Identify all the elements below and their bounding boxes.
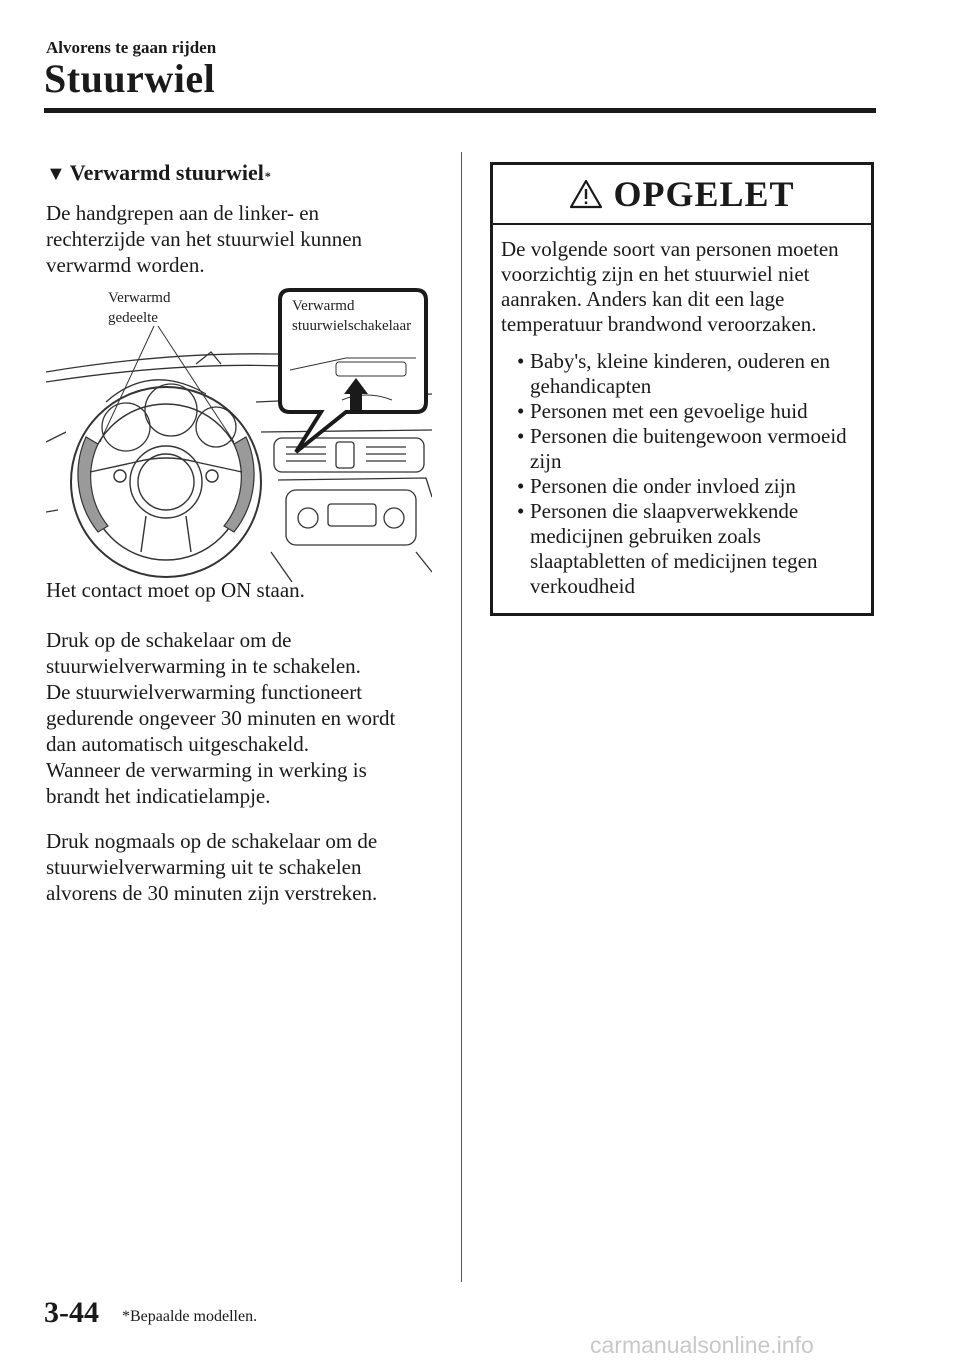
text-line: stuurwielverwarming uit te schakelen [46, 855, 362, 879]
label-line: gedeelte [108, 310, 158, 326]
section-heading [46, 160, 271, 186]
breadcrumb: Alvorens te gaan rijden [46, 38, 217, 57]
list-item [501, 349, 863, 399]
text-line: aanraken. Anders kan dit een lage [501, 287, 785, 311]
text-line: De handgrepen aan de linker- en [46, 201, 320, 225]
text-line: temperatuur brandwond veroorzaken. [501, 312, 817, 336]
text-line: stuurwielverwarming in te schakelen. [46, 654, 361, 678]
text-line: verkoudheid [530, 574, 635, 598]
text-line: Personen die buitengewoon vermoeid [530, 424, 847, 448]
bullet: • [517, 474, 525, 498]
text-line: verwarmd worden. [46, 253, 205, 277]
watermark: carmanualsonline.info [590, 1332, 814, 1358]
text-line: Personen die slaapverwekkende [530, 499, 799, 523]
footnote: *Bepaalde modellen. [122, 1308, 258, 1325]
page-number: 3-44 [44, 1296, 99, 1329]
caution-text [501, 237, 863, 337]
intro-paragraph [46, 200, 446, 278]
text-line: Personen met een gevoelige huid [530, 399, 808, 423]
label-line: Verwarmd [292, 298, 355, 314]
caution-header [493, 165, 871, 225]
text-line: rechterzijde van het stuurwiel kunnen [46, 227, 363, 251]
label-heated-part [108, 288, 170, 328]
warning-triangle-icon [569, 179, 603, 209]
text-line: gehandicapten [530, 374, 652, 398]
text-line: Wanneer de verwarming in werking is [46, 758, 367, 782]
caution-list [501, 349, 863, 599]
text-line: brandt het indicatielampje. [46, 784, 271, 808]
text-line: medicijnen gebruiken zoals [530, 524, 761, 548]
steering-wheel-illustration [46, 282, 432, 582]
list-item [501, 474, 863, 499]
page-title: Stuurwiel [44, 56, 216, 101]
footnote-mark: * [264, 169, 271, 183]
column-divider [461, 152, 462, 1282]
text-line: dan automatisch uitgeschakeld. [46, 732, 310, 756]
bullet: • [517, 399, 525, 423]
text-line: Personen die onder invloed zijn [530, 474, 796, 498]
header-rule [44, 108, 876, 113]
caution-title: OPGELET [613, 174, 795, 214]
label-line: stuurwielschakelaar [292, 318, 412, 334]
text-line: alvorens de 30 minuten zijn verstreken. [46, 881, 378, 905]
bullet: • [517, 349, 525, 373]
text-line: slaaptabletten of medicijnen tegen [530, 549, 818, 573]
caution-body [493, 225, 871, 599]
ignition-paragraph: Het contact moet op ON staan. [46, 578, 305, 602]
list-item [501, 424, 863, 474]
text-line: De stuurwielverwarming functioneert [46, 680, 363, 704]
text-line: Druk nogmaals op de schakelaar om de [46, 829, 378, 853]
list-item [501, 499, 863, 599]
triangle-down-icon: ▼ [46, 163, 66, 185]
bullet: • [517, 499, 525, 523]
label-line: Verwarmd [108, 290, 171, 306]
label-heater-switch [292, 296, 411, 336]
text-line: voorzichtig zijn en het stuurwiel niet [501, 262, 810, 286]
bullet: • [517, 424, 525, 448]
text-line: gedurende ongeveer 30 minuten en wordt [46, 706, 396, 730]
press-off-paragraph [46, 828, 446, 906]
caution-box [490, 162, 874, 616]
list-item [501, 399, 863, 424]
press-on-paragraph [46, 627, 446, 809]
section-heading-text: Verwarmd stuurwiel [69, 160, 264, 185]
text-line: Baby's, kleine kinderen, ouderen en [530, 349, 831, 373]
text-line: De volgende soort van personen moeten [501, 237, 839, 261]
text-line: Druk op de schakelaar om de [46, 628, 292, 652]
text-line: zijn [530, 449, 562, 473]
